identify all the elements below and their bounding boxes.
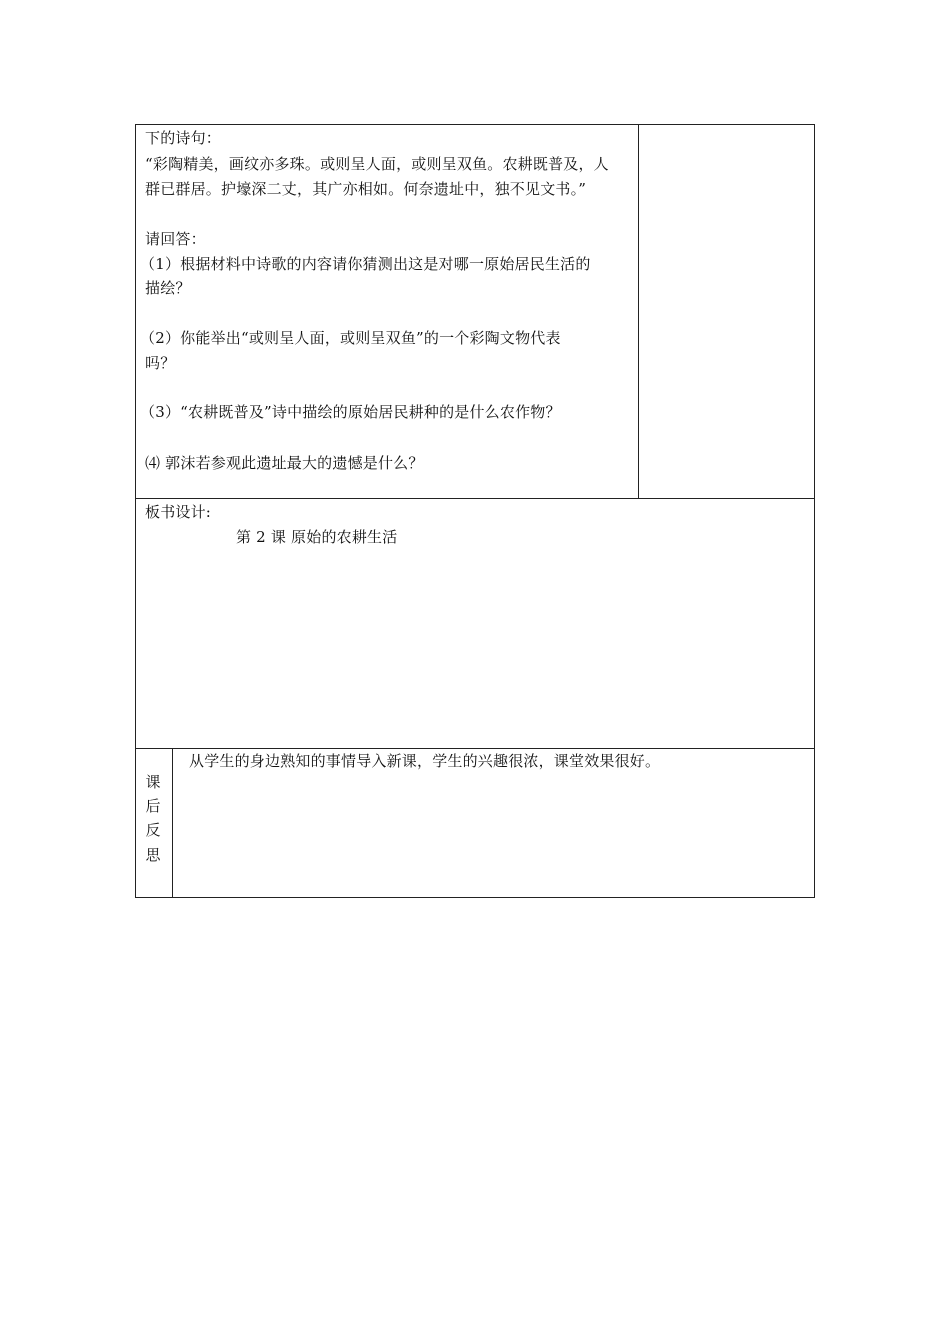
question-1-line-1: （1）根据材料中诗歌的内容请你猜测出这是对哪一原始居民生活的 bbox=[140, 255, 591, 273]
question-cell bbox=[136, 125, 638, 498]
board-design-cell bbox=[136, 499, 814, 748]
reflection-label-cell bbox=[136, 749, 172, 898]
reflection-label-char: 反 bbox=[145, 821, 161, 839]
poem-line-1: “彩陶精美，画纹亦多珠。或则呈人面，或则呈双鱼。农耕既普及，人 bbox=[145, 155, 609, 173]
reflection-content-cell bbox=[173, 749, 814, 898]
question-2-line-2: 吗？ bbox=[145, 354, 176, 372]
question-1-line-2: 描绘？ bbox=[145, 279, 191, 297]
question-4: ⑷ 郭沫若参观此遗址最大的遗憾是什么？ bbox=[145, 454, 424, 472]
reflection-label-char: 思 bbox=[145, 846, 161, 864]
intro-text: 下的诗句： bbox=[145, 129, 222, 147]
lesson-plan-table bbox=[135, 124, 815, 898]
board-design-title: 第 2 课 原始的农耕生活 bbox=[236, 528, 398, 546]
notes-cell bbox=[639, 125, 815, 498]
answer-prompt: 请回答： bbox=[145, 230, 206, 248]
question-3: （3）“农耕既普及”诗中描绘的原始居民耕种的是什么农作物？ bbox=[140, 403, 561, 421]
question-2-line-1: （2）你能举出“或则呈人面，或则呈双鱼”的一个彩陶文物代表 bbox=[140, 329, 561, 347]
reflection-label-char: 课 bbox=[145, 773, 161, 791]
reflection-content: 从学生的身边熟知的事情导入新课，学生的兴趣很浓，课堂效果很好。 bbox=[189, 752, 661, 770]
poem-line-2: 群已群居。护壕深二丈，其广亦相如。何奈遗址中，独不见文书。” bbox=[145, 180, 587, 198]
reflection-label-char: 后 bbox=[145, 797, 161, 815]
board-design-label: 板书设计: bbox=[145, 503, 212, 521]
